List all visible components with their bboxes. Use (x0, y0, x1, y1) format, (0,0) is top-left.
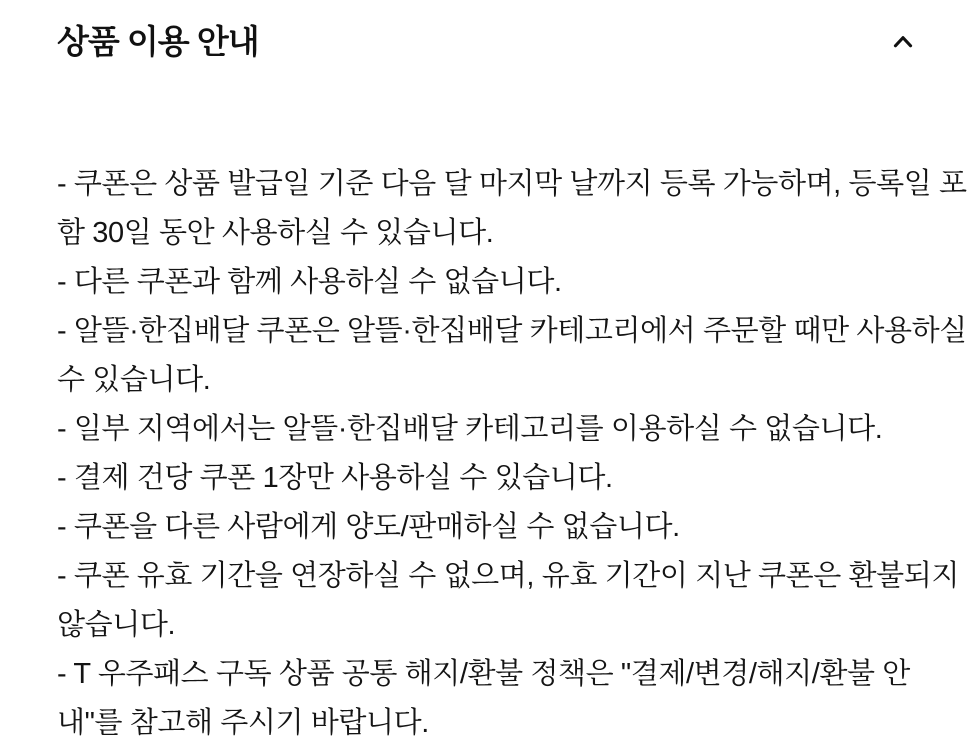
notice-line: - 쿠폰을 다른 사람에게 양도/판매하실 수 없습니다. (57, 511, 680, 543)
notice-line: 않습니다. (57, 609, 176, 641)
section-title: 상품 이용 안내 (57, 23, 259, 61)
notice-text-block (57, 160, 967, 748)
notice-line: - 알뜰·한집배달 쿠폰은 알뜰·한집배달 카테고리에서 주문할 때만 사용하실 (57, 315, 967, 347)
notice-line: 수 있습니다. (57, 364, 211, 396)
notice-line: - 일부 지역에서는 알뜰·한집배달 카테고리를 이용하실 수 없습니다. (57, 413, 883, 445)
section-header-product-usage[interactable] (57, 20, 924, 64)
chevron-up-icon[interactable] (888, 27, 918, 57)
notice-line: - 쿠폰은 상품 발급일 기준 다음 달 마지막 날까지 등록 가능하며, 등록일 포 (57, 168, 967, 200)
notice-line: - 다른 쿠폰과 함께 사용하실 수 없습니다. (57, 266, 562, 298)
notice-line: 내"를 참고해 주시기 바랍니다. (57, 707, 429, 739)
notice-line: - 쿠폰 유효 기간을 연장하실 수 없으며, 유효 기간이 지난 쿠폰은 환불되지 (57, 560, 959, 592)
notice-line: 함 30일 동안 사용하실 수 있습니다. (57, 217, 494, 249)
notice-line: - 결제 건당 쿠폰 1장만 사용하실 수 있습니다. (57, 462, 613, 494)
notice-line: - T 우주패스 구독 상품 공통 해지/환불 정책은 "결제/변경/해지/환불 안 (57, 658, 910, 690)
